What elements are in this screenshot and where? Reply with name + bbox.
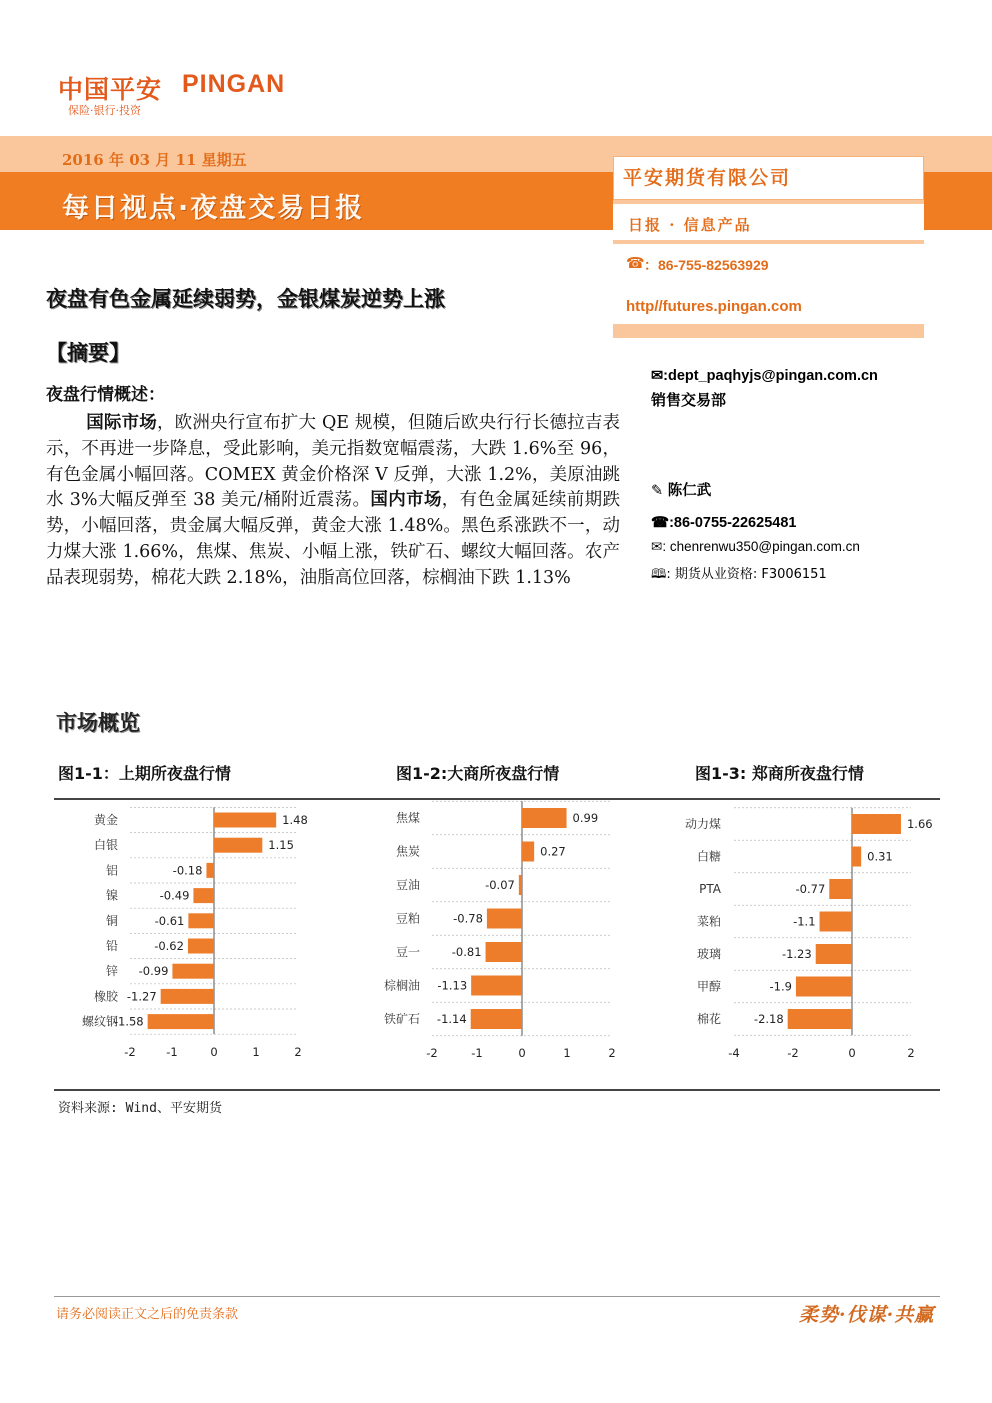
bar [188,913,214,928]
category-label: 铁矿石 [383,1012,420,1026]
bar [193,888,214,903]
logo-en: PINGAN [182,70,286,98]
summary-paragraph [46,411,620,592]
category-label: 铜 [105,913,118,928]
tick-label: 0 [518,1046,526,1060]
category-label: 棉花 [696,1012,721,1026]
bar [519,875,522,895]
data-label: 1.15 [268,838,294,853]
tick-label: -1 [471,1046,483,1060]
tick-label: -4 [728,1046,740,1060]
data-label: -1.13 [437,978,468,993]
chart-title-1: 图1-1：上期所夜盘行情 [58,764,231,783]
bar [172,964,214,979]
report-date: 2016 年 03 月 11 星期五 [62,151,247,169]
bar [214,813,276,828]
tick-label: 0 [210,1045,218,1060]
data-label: -0.49 [159,888,190,903]
data-label: -1.23 [781,947,812,961]
footer-rule [54,1296,940,1297]
data-label: -1.58 [113,1014,144,1029]
category-label: 玻璃 [696,947,721,961]
logo-cn: 中国平安 [58,75,163,104]
company-phone: ：86-755-82563929 [644,257,769,273]
category-label: 螺纹钢 [81,1014,118,1029]
author-certificate: 🕮: 期货从业资格: F3006151 [651,567,827,582]
category-label: 棕榈油 [383,978,420,993]
tick-label: 1 [252,1045,260,1060]
data-label: -0.99 [138,964,169,979]
market-overview-heading: 市场概览 [56,711,140,735]
bar [471,1009,522,1029]
author: ✎ 陈仁武 [651,483,712,499]
data-label: 1.66 [906,817,933,831]
intl-market-label: 国际市场 [86,413,157,433]
chart-bottom-rule [54,1089,940,1091]
data-label: -0.77 [795,882,826,896]
category-label: 焦炭 [395,844,420,859]
tick-label: -2 [124,1045,136,1060]
bar [214,838,262,853]
data-label: -0.81 [451,945,482,959]
tick-label: 1 [563,1046,571,1060]
company-url[interactable]: http//futures.pingan.com [626,298,802,315]
bar [852,814,901,834]
tick-label: -2 [787,1046,799,1060]
category-label: 黄金 [93,813,118,827]
disclaimer-note: 请务必阅读正文之后的免责条款 [56,1307,239,1322]
bar [486,942,522,962]
data-label: -1.14 [436,1012,467,1026]
category-label: 豆油 [395,878,420,892]
company-footer-band [613,324,924,338]
bar [852,847,861,867]
data-label: -1.1 [793,914,816,929]
bar-charts [0,800,992,1088]
category-label: 动力煤 [684,817,721,831]
logo-tagline: 保险·银行·投资 [68,104,141,117]
tick-label: 2 [608,1046,616,1060]
pen-icon: ✎ [651,483,668,499]
category-label: 白银 [93,838,118,853]
category-label: 铅 [105,939,118,953]
chart-title-3: 图1-3: 郑商所夜盘行情 [695,764,864,783]
data-label: 0.31 [867,849,893,864]
data-label: -0.07 [485,878,515,892]
chart-title-2: 图1-2:大商所夜盘行情 [396,764,560,783]
bar [522,808,567,828]
data-label: -0.62 [154,939,184,953]
bar [816,944,852,964]
author-email[interactable]: ✉: chenrenwu350@pingan.com.cn [651,539,860,554]
data-label: -0.18 [172,863,203,878]
bar [796,977,852,997]
data-label: -0.78 [453,911,483,926]
bar [206,863,214,878]
overview-heading: 夜盘行情概述： [46,385,165,405]
bar [188,939,214,954]
data-label: -1.27 [126,989,157,1004]
dept-email[interactable]: ✉:dept_paqhyjs@pingan.com.cn [651,368,878,384]
tick-label: 2 [294,1045,302,1060]
author-phone: ☎:86-0755-22625481 [651,515,797,531]
bar [820,912,852,932]
data-label: 0.99 [572,811,599,825]
bar [161,989,214,1004]
category-label: 菜粕 [696,914,721,929]
bar [522,842,534,862]
tick-label: 2 [907,1046,915,1060]
domestic-market-label: 国内市场 [370,490,442,511]
mail-icon: ✉ [651,368,664,384]
category-label: PTA [699,882,721,896]
headline: 夜盘有色金属延续弱势，金银煤炭逆势上涨 [46,287,445,311]
category-label: 白糖 [696,849,721,864]
company-sub: 日报 · 信息产品 [628,216,752,234]
data-label: -0.61 [154,913,185,928]
data-source: 资料来源: Wind、平安期货 [58,1101,222,1116]
abstract-heading: 【摘要】 [46,341,130,365]
phone-icon: ☎ [626,254,645,272]
book-icon: 🕮 [651,567,667,582]
report-title: 每日视点·夜盘交易日报 [62,193,365,224]
data-label: -1.9 [769,979,792,994]
category-label: 锌 [105,964,118,979]
footer-slogan: 柔势·伐谋·共赢 [799,1304,935,1326]
phone-icon: ☎ [651,515,670,531]
category-label: 焦煤 [395,811,420,825]
dept-name: 销售交易部 [651,391,727,409]
mail-icon: ✉ [651,539,663,554]
category-label: 豆一 [395,945,420,959]
tick-label: -1 [166,1045,178,1060]
domestic-market-text: ，有色金属延续前期跌势，小幅回落，贵金属大幅反弹，黄金大涨 1.48%。黑色系涨跌不一，动力煤大涨 1.66%，焦煤、焦炭、小幅上涨，铁矿石、螺纹大幅回落。农产品表现弱势，棉花大跌 2.18%，油脂高位回落，棕榈油下跌 1.13% [46,490,620,588]
bar [148,1014,214,1029]
category-label: 铝 [105,863,118,878]
category-label: 橡胶 [93,989,118,1004]
tick-label: -2 [426,1046,438,1060]
category-label: 镍 [105,888,118,903]
intl-market-text: ，欧洲央行宣布扩大 QE 规模，但随后欧央行行长德拉吉表示，不再进一步降息，受此影响，美元指数宽幅震荡，大跌 1.6%至 96，有色金属小幅回落。COMEX 黄金价格深 V 反弹，大涨 1.2%，美原油跳水 3%大幅反弹至 38 美元/桶附近震荡。 [46,413,621,511]
company-name: 平安期货有限公司 [623,167,792,189]
tick-label: 0 [848,1046,856,1060]
category-label: 甲醇 [696,979,721,994]
company-divider [613,240,924,244]
category-label: 豆粕 [395,911,420,926]
bar [829,879,852,899]
data-label: 1.48 [282,813,308,827]
bar [788,1009,852,1029]
data-label: -2.18 [753,1012,784,1026]
bar [487,909,522,929]
bar [471,976,522,996]
data-label: 0.27 [540,844,566,859]
